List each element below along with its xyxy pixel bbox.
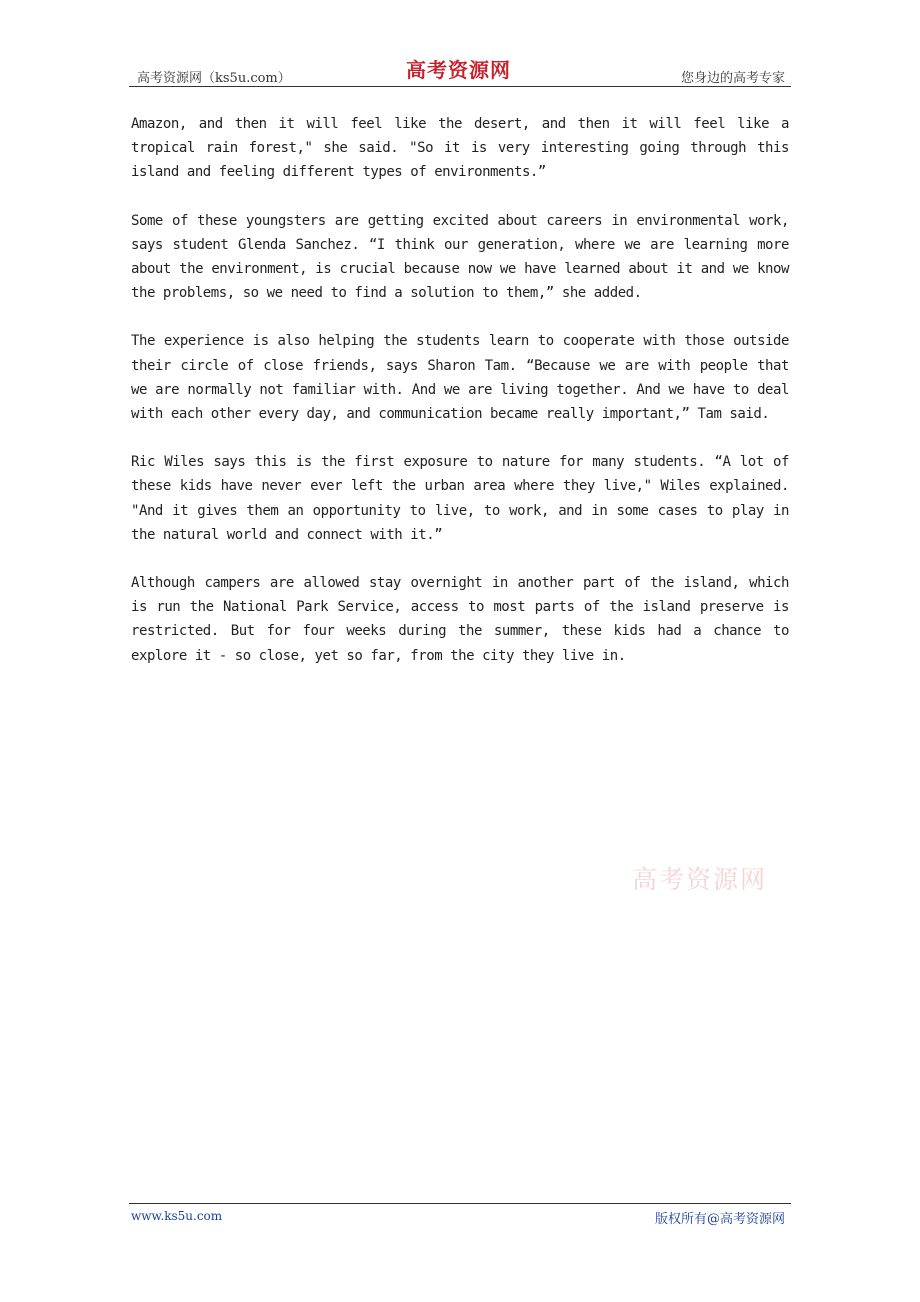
footer-copyright: 版权所有@高考资源网 (654, 1212, 785, 1227)
page-footer (129, 1203, 791, 1232)
article-body (131, 112, 789, 692)
header-site-name: 高考资源网（ks5u.com） (137, 71, 291, 86)
paragraph-1: Amazon, and then it will feel like the desert, and then it will feel like a tropical rain forest," she said. "So it is very interesting going through this island and feeling different types of environments.” (131, 116, 789, 181)
paragraph-5: Although campers are allowed stay overnight in another part of the island, which is run the National Park Service, access to most parts of the island preserve is restricted. But for four weeks during the summer, these kids had a chance to explore it - so close, yet so far, from the city they live in. (131, 575, 789, 664)
paragraph-4: Ric Wiles says this is the first exposure to nature for many students. “A lot of these kids have never ever left the urban area where they live," Wiles explained. "And it gives them an opportunity to live, to work, and in some cases to play in the natural world and connect with it.” (131, 454, 789, 543)
footer-site-link[interactable]: www.ks5u.com (131, 1209, 223, 1223)
page-header (129, 52, 791, 87)
paragraph-3: The experience is also helping the students learn to cooperate with those outside their circle of close friends, says Sharon Tam. “Because we are with people that we are normally not familiar with. And we are living together. And we have to deal with each other every day, and communication became really important,” Tam said. (131, 333, 789, 423)
watermark-logo: 高考资源网 (632, 865, 768, 894)
paragraph-2: Some of these youngsters are getting excited about careers in environmental work, says student Glenda Sanchez. “I think our generation, where we are learning more about the environment, is crucial because now we have learned about it and we know the problems, so we need to find a solution to them,” she added. (131, 212, 789, 302)
header-slogan: 您身边的高考专家 (680, 71, 785, 86)
header-logo[interactable]: 高考资源网 (406, 58, 511, 82)
